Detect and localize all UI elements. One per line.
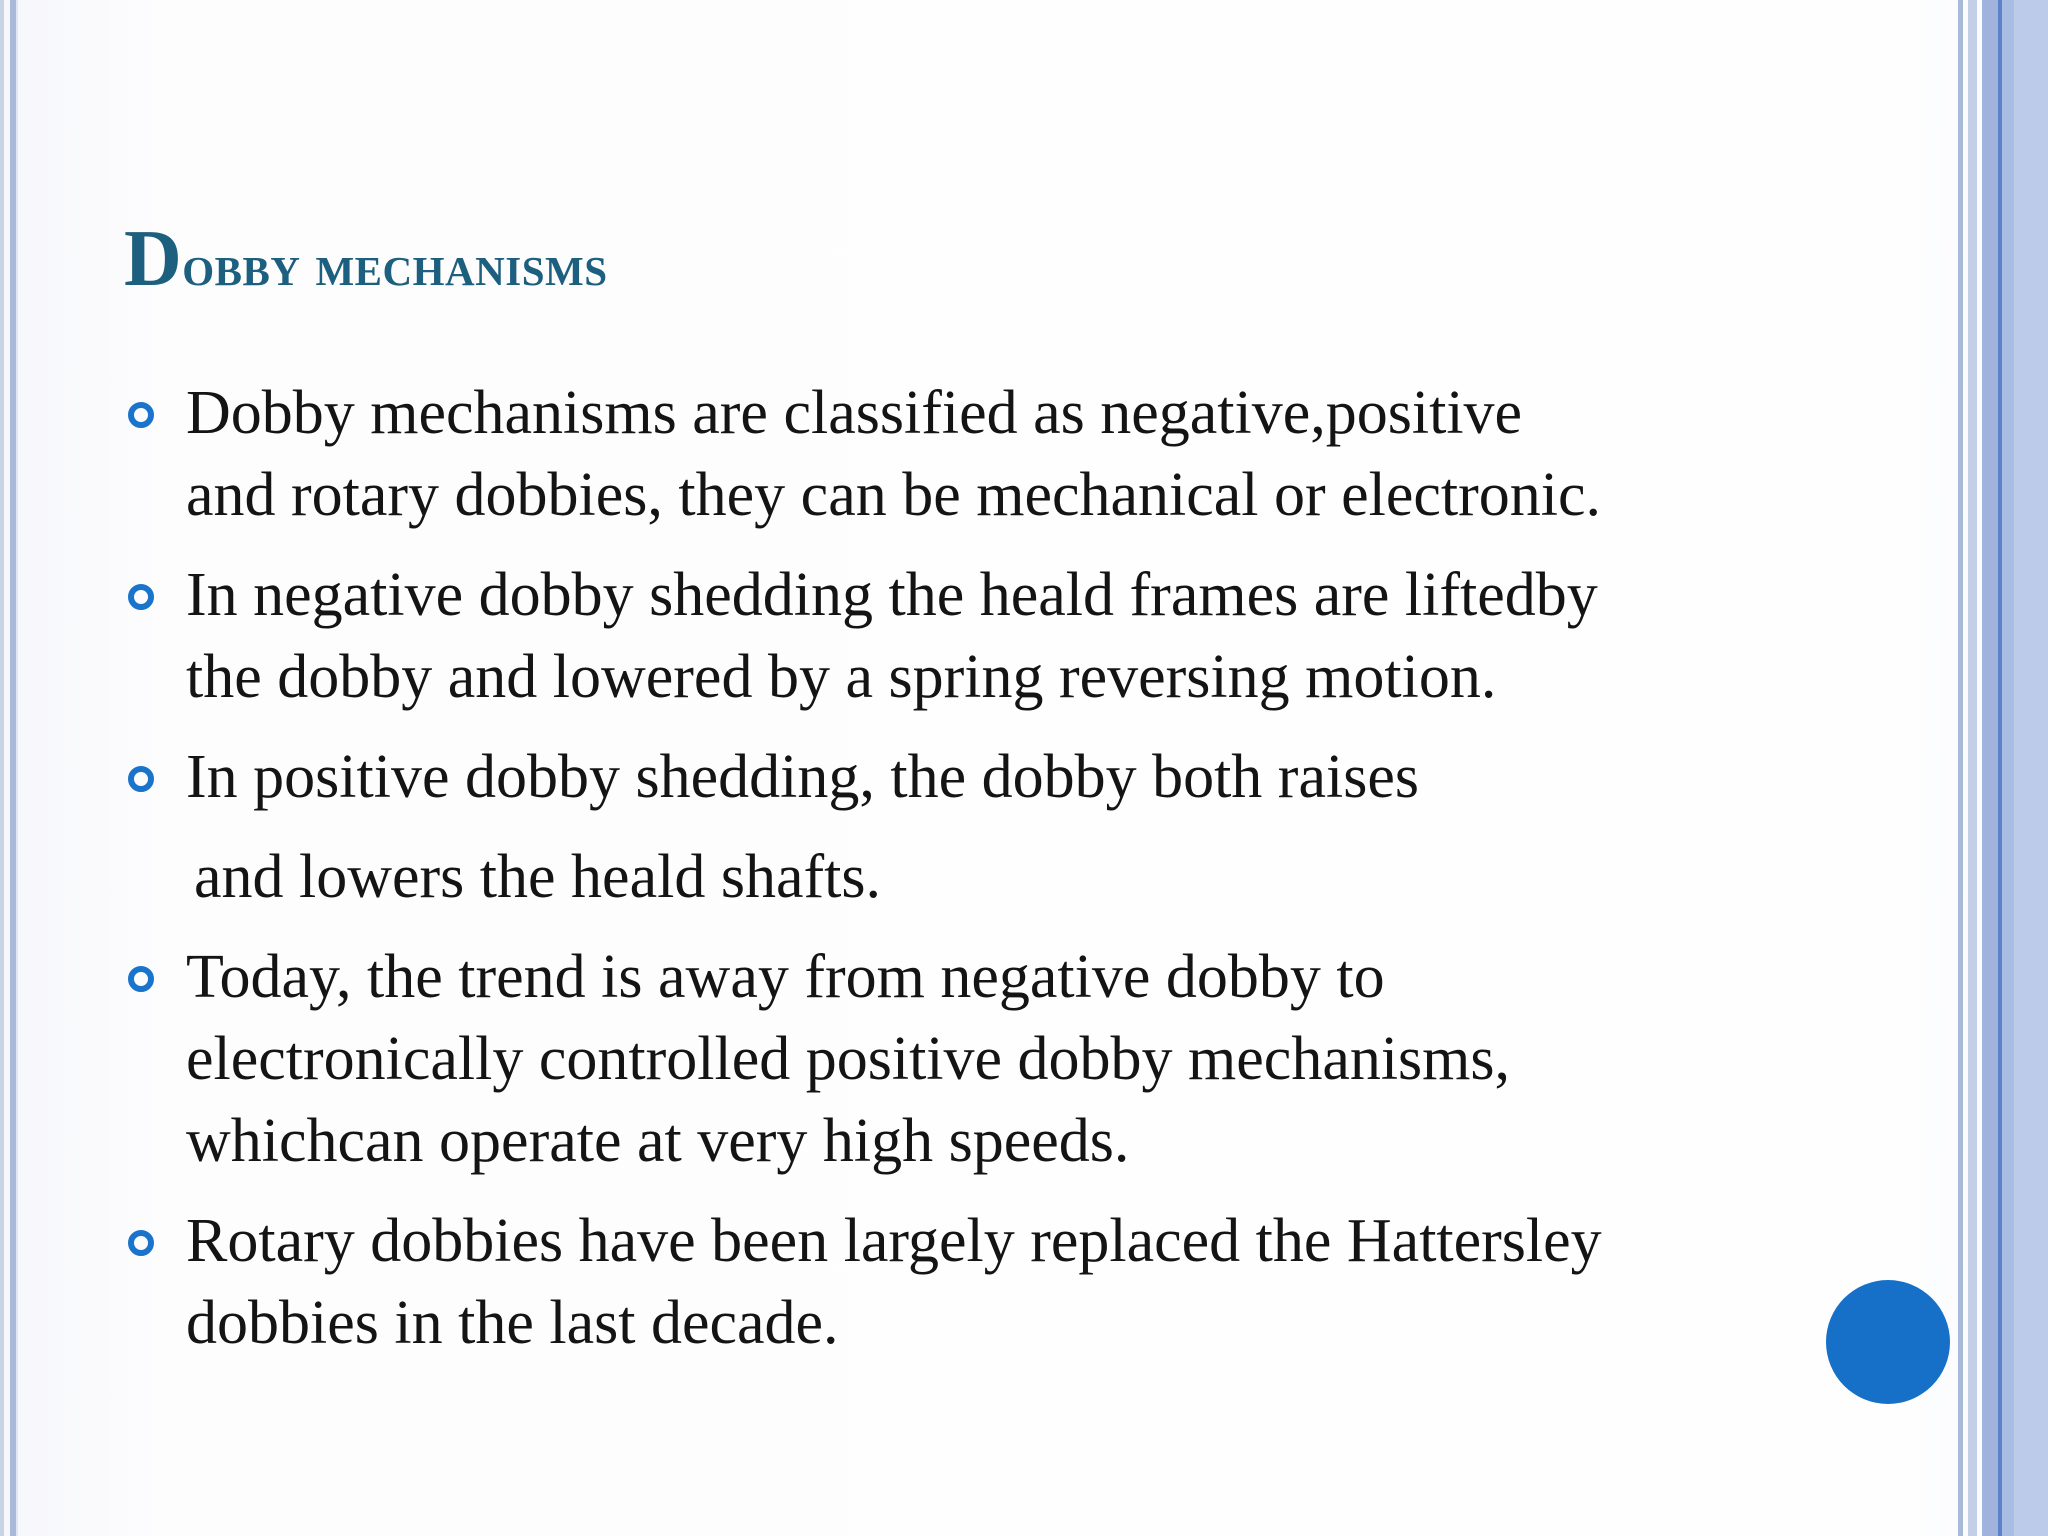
left-border-line — [16, 0, 18, 1536]
bullet-item — [124, 1200, 1784, 1364]
hollow-circle-bullet-icon — [128, 766, 154, 792]
right-border-line — [2014, 0, 2048, 1536]
bullet-item — [124, 736, 1784, 918]
hollow-circle-bullet-icon — [128, 402, 154, 428]
bullet-item — [124, 372, 1784, 536]
right-border-line — [1968, 0, 1977, 1536]
bullet-text-line: dobbies in the last decade. — [186, 1289, 839, 1357]
bullet-item — [124, 554, 1784, 718]
slide-title-rest: obby mechanisms — [182, 233, 608, 298]
bullet-text-line: electronically controlled positive dobby mechanisms, — [186, 1025, 1511, 1093]
right-border-line — [1958, 0, 1963, 1536]
bullet-text-line: whichcan operate at very high speeds. — [186, 1107, 1130, 1175]
hollow-circle-bullet-icon — [128, 1230, 154, 1256]
bullet-text-line: and lowers the heald shafts. — [194, 843, 881, 911]
blue-circle-nav-icon[interactable] — [1826, 1280, 1950, 1404]
bullet-item — [124, 936, 1784, 1182]
bullet-text-line: the dobby and lowered by a spring reversing motion. — [186, 643, 1497, 711]
right-border-line — [1982, 0, 1998, 1536]
hollow-circle-bullet-icon — [128, 966, 154, 992]
bullet-list — [124, 372, 1784, 1382]
right-border-line — [2002, 0, 2014, 1536]
bullet-text-line: Dobby mechanisms are classified as negative,positive — [186, 379, 1523, 447]
bullet-text-line: and rotary dobbies, they can be mechanical or electronic. — [186, 461, 1602, 529]
slide-title-initial: D — [124, 215, 183, 303]
hollow-circle-bullet-icon — [128, 584, 154, 610]
bullet-text-line: In positive dobby shedding, the dobby both raises — [186, 743, 1419, 811]
bullet-text-line: Today, the trend is away from negative dobby to — [186, 943, 1385, 1011]
slide-title — [124, 214, 608, 305]
left-border-line — [0, 0, 4, 1536]
bullet-text-line: In negative dobby shedding the heald frames are liftedby — [186, 561, 1598, 629]
bullet-text-line: Rotary dobbies have been largely replaced the Hattersley — [186, 1207, 1602, 1275]
